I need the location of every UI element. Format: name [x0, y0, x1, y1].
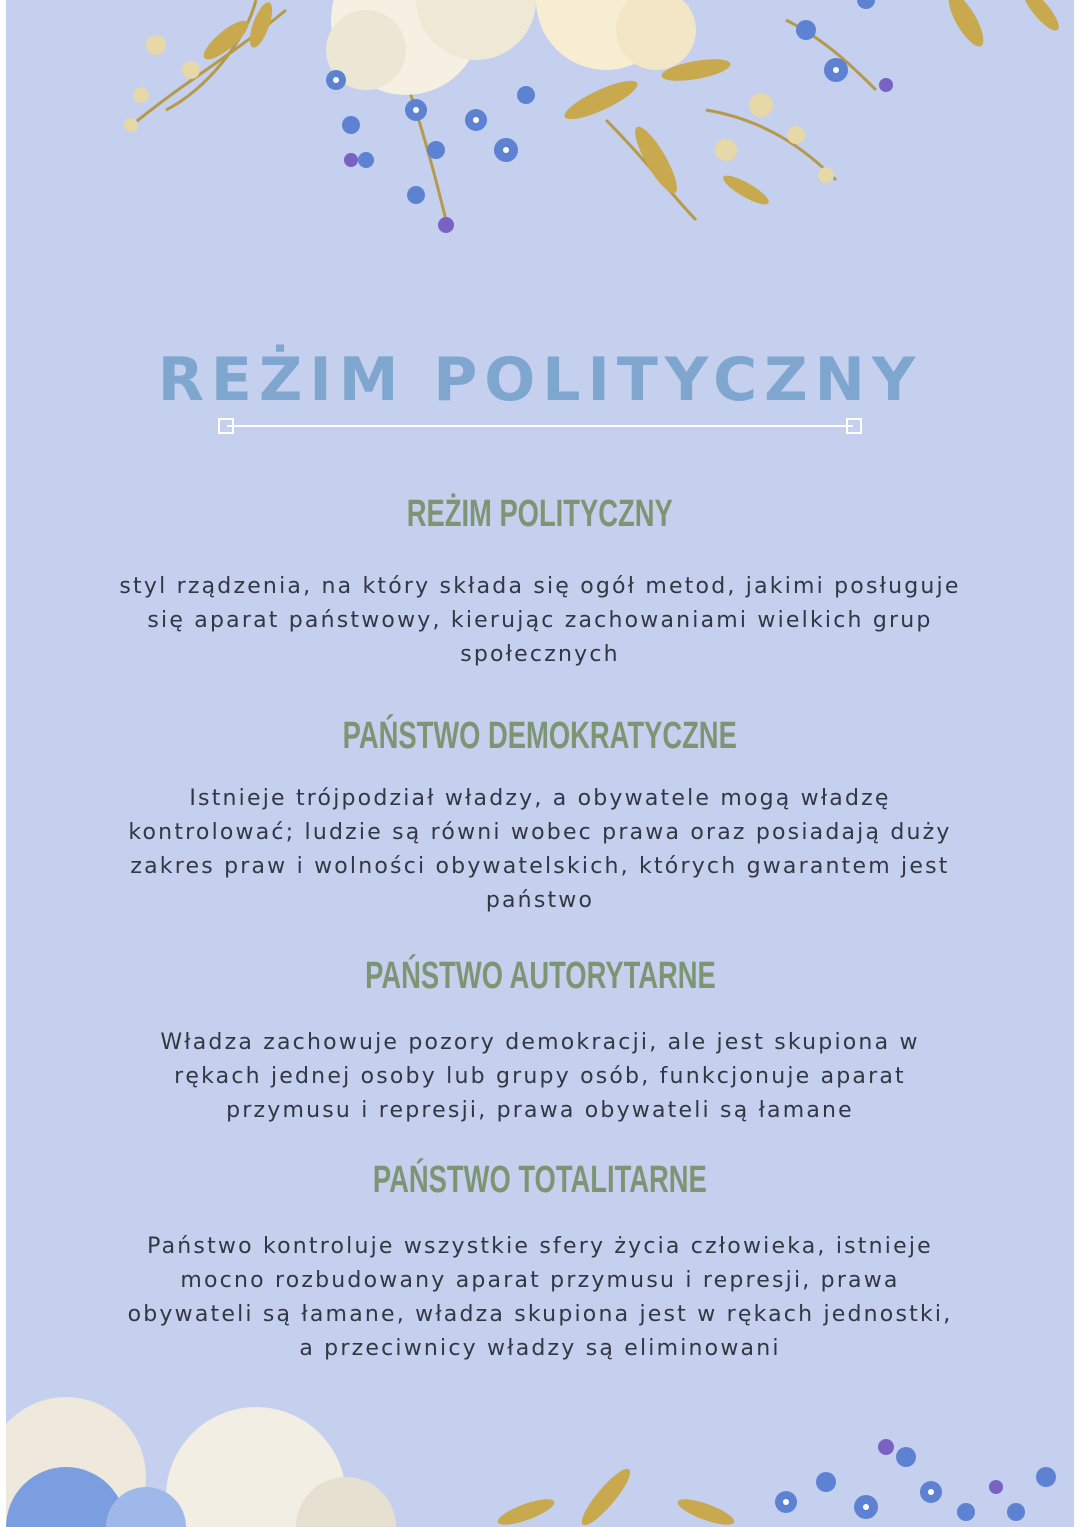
page-title: REŻIM POLITYCZNY [157, 345, 923, 416]
forget-me-not-icon [775, 1439, 1056, 1521]
bottom-floral-decoration [6, 1387, 1074, 1527]
section-text-demokratyczne: Istnieje trójpodział władzy, a obywatele mogą władzę kontrolować; ludzie są równi wobec prawa oraz posiadają duży zakres praw i wolności obywatelskich, których gwarantem jest państwo [128, 786, 952, 913]
document-page [6, 0, 1074, 1527]
right-margin [1074, 0, 1080, 1527]
section-heading-totalitarne: PAŃSTWO TOTALITARNE [373, 1159, 707, 1201]
hydrangea-cluster-icon [326, 0, 696, 95]
hydrangea-cluster-icon [6, 1397, 396, 1527]
title-divider [211, 416, 869, 436]
gold-leaf-icon [495, 1464, 737, 1527]
section-text-rezim: styl rządzenia, na który składa się ogół metod, jakimi posługuje się aparat państwowy, kierując zachowaniami wielkich grup społecznych [119, 574, 961, 667]
section-heading-rezim: REŻIM POLITYCZNY [406, 493, 673, 535]
section-heading-autorytarne: PAŃSTWO AUTORYTARNE [364, 955, 716, 997]
section-text-totalitarne: Państwo kontroluje wszystkie sfery życia człowieka, istnieje mocno rozbudowany aparat przymusu i represji, prawa obywateli są łamane, władza skupiona jest w rękach jednostki, a przeciwnicy władzy są eliminowani [127, 1234, 953, 1361]
top-floral-decoration [6, 0, 1074, 240]
section-heading-demokratyczne: PAŃSTWO DEMOKRATYCZNE [342, 715, 738, 757]
section-text-autorytarne: Władza zachowuje pozory demokracji, ale jest skupiona w rękach jednej osoby lub grupy osób, funkcjonuje aparat przymusu i represji, prawa obywateli są łamane [160, 1030, 920, 1123]
